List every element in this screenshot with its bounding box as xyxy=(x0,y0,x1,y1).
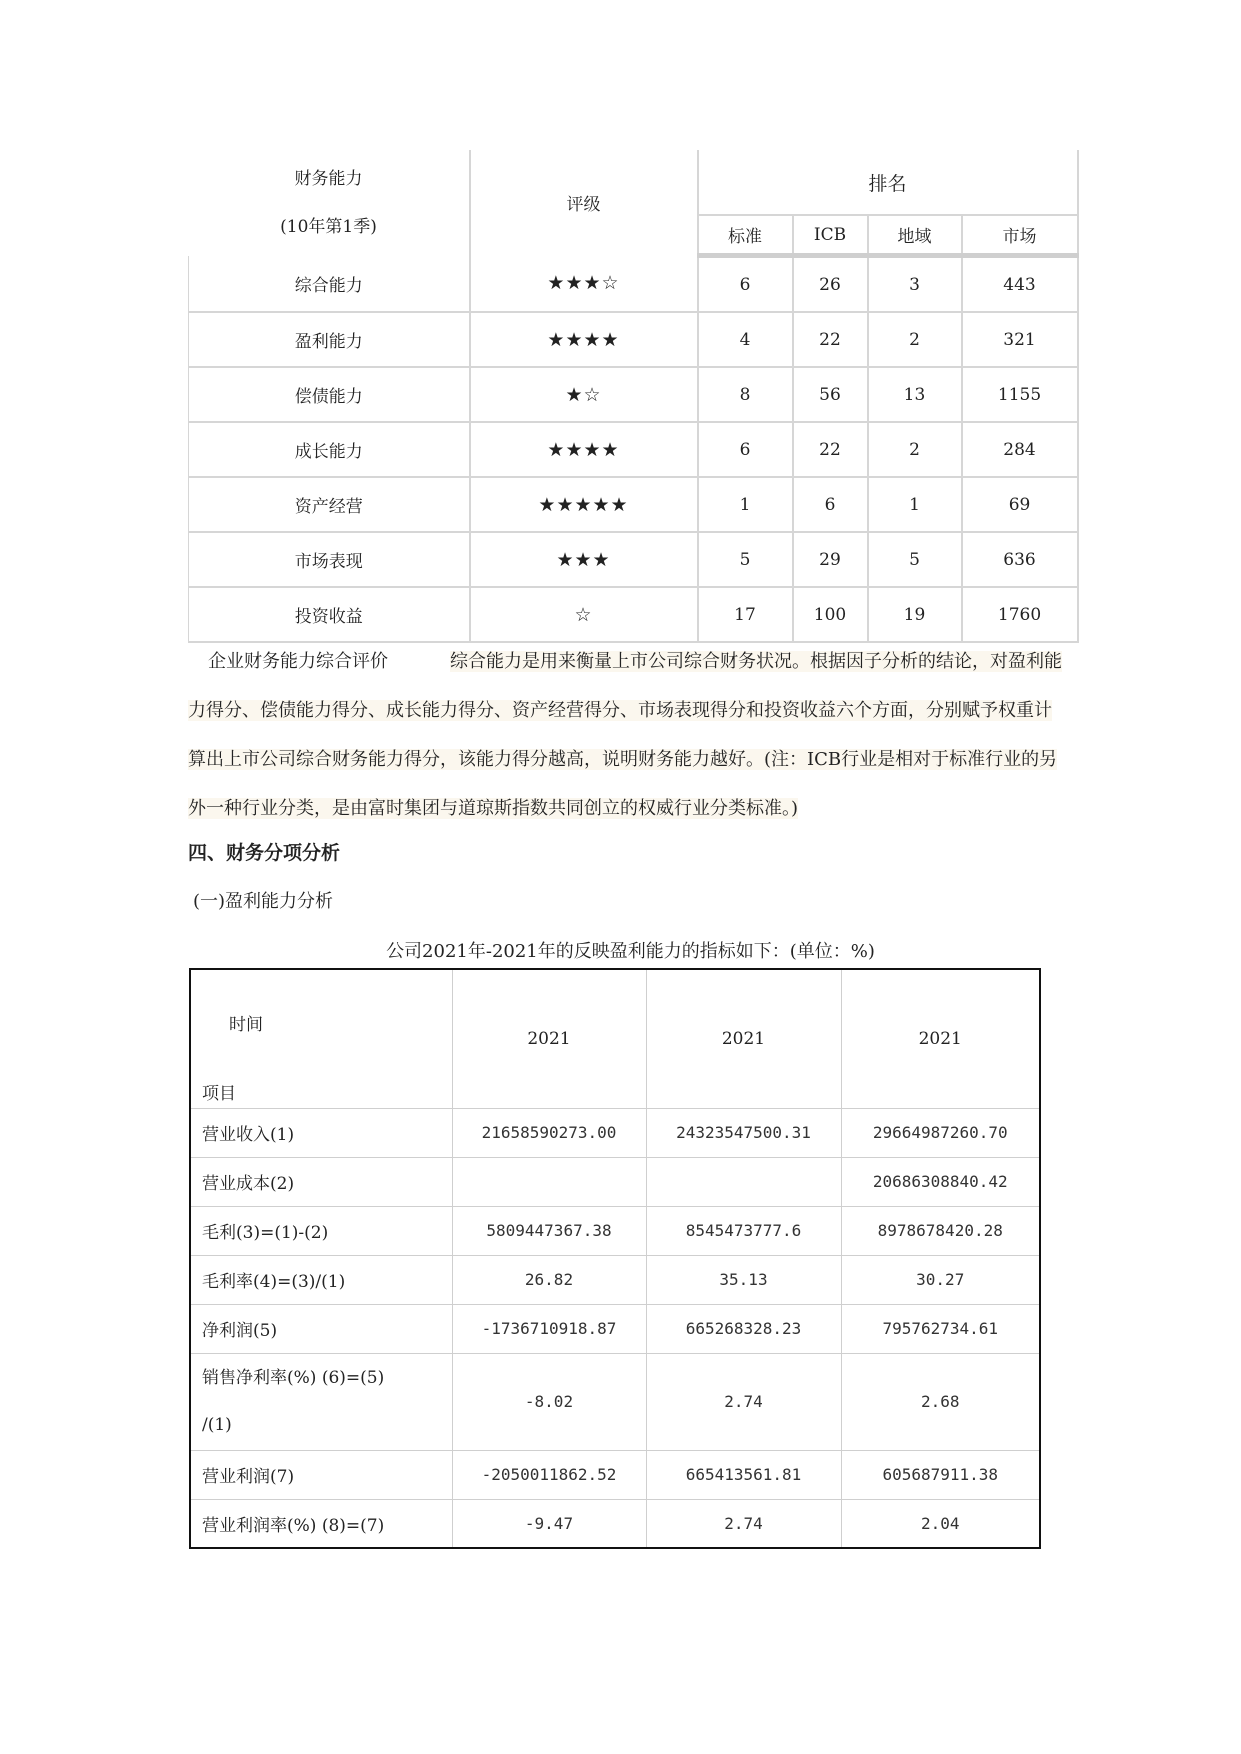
cell-value: 665268328.23 xyxy=(646,1304,841,1353)
cell-value: 2.68 xyxy=(841,1353,1040,1450)
rank-market: 443 xyxy=(962,256,1078,313)
ability-name: 综合能力 xyxy=(189,256,470,313)
rank-icb: 26 xyxy=(793,256,868,313)
row-label: 毛利率(4)=(3)/(1) xyxy=(190,1255,452,1304)
ability-name: 盈利能力 xyxy=(189,312,470,367)
table-row xyxy=(190,1450,1040,1499)
table-row xyxy=(190,1304,1040,1353)
table-row xyxy=(189,587,1078,642)
header-rating: 评级 xyxy=(470,150,698,256)
cell-value xyxy=(452,1157,646,1206)
table-row xyxy=(189,256,1078,313)
rank-icb: 6 xyxy=(793,477,868,532)
section-heading: 四、财务分项分析 xyxy=(188,842,341,864)
table-row xyxy=(190,1255,1040,1304)
rank-market: 1155 xyxy=(962,367,1078,422)
cell-value: 665413561.81 xyxy=(646,1450,841,1499)
header-financial-ability xyxy=(189,150,470,256)
rank-region: 1 xyxy=(868,477,962,532)
cell-value: 20686308840.42 xyxy=(841,1157,1040,1206)
header-item: 项目 xyxy=(202,1084,236,1104)
rank-region: 13 xyxy=(868,367,962,422)
row-label: 毛利(3)=(1)-(2) xyxy=(190,1206,452,1255)
subheader-market: 市场 xyxy=(962,215,1078,256)
star-rating: ★★★ xyxy=(470,532,698,587)
rank-market: 1760 xyxy=(962,587,1078,642)
subsection-heading: (一)盈利能力分析 xyxy=(193,891,334,912)
cell-value: -9.47 xyxy=(452,1499,646,1548)
rank-standard: 17 xyxy=(698,587,793,642)
row-label: 净利润(5) xyxy=(190,1304,452,1353)
rank-region: 2 xyxy=(868,422,962,477)
rank-region: 2 xyxy=(868,312,962,367)
cell-value: 795762734.61 xyxy=(841,1304,1040,1353)
rank-standard: 6 xyxy=(698,422,793,477)
cell-value: 21658590273.00 xyxy=(452,1108,646,1157)
cell-value xyxy=(646,1157,841,1206)
row-label: 营业收入(1) xyxy=(190,1108,452,1157)
table-row xyxy=(189,312,1078,367)
table-row xyxy=(189,477,1078,532)
rank-market: 636 xyxy=(962,532,1078,587)
cell-value: 29664987260.70 xyxy=(841,1108,1040,1157)
ability-name: 偿债能力 xyxy=(189,367,470,422)
table-row xyxy=(189,367,1078,422)
cell-value: 30.27 xyxy=(841,1255,1040,1304)
row-label: 营业利润(7) xyxy=(190,1450,452,1499)
ability-name: 投资收益 xyxy=(189,587,470,642)
cell-value: -1736710918.87 xyxy=(452,1304,646,1353)
header-time-item xyxy=(190,969,452,1108)
header-time: 时间 xyxy=(229,1015,263,1035)
table-header-row xyxy=(190,969,1040,1108)
rank-icb: 22 xyxy=(793,422,868,477)
ability-name: 成长能力 xyxy=(189,422,470,477)
evaluation-paragraph xyxy=(188,637,1068,833)
rank-standard: 8 xyxy=(698,367,793,422)
table-row xyxy=(190,1353,1040,1450)
rank-market: 69 xyxy=(962,477,1078,532)
rank-standard: 4 xyxy=(698,312,793,367)
cell-value: 8978678420.28 xyxy=(841,1206,1040,1255)
star-rating: ☆ xyxy=(470,587,698,642)
star-rating: ★★★★ xyxy=(470,422,698,477)
star-rating: ★☆ xyxy=(470,367,698,422)
paragraph-body: 综合能力是用来衡量上市公司综合财务状况。根据因子分析的结论，对盈利能力得分、偿债能力得分、成长能力得分、资产经营得分、市场表现得分和投资收益六个方面，分别赋予权重计算出上市公司综合财务能力得分，该能力得分越高，说明财务能力越好。(注：ICB行业是相对于标准行业的另外一种行业分类，是由富时集团与道琼斯指数共同创立的权威行业分类标准。) xyxy=(188,651,1062,819)
year-header: 2021 xyxy=(452,969,646,1108)
table-row xyxy=(190,1499,1040,1548)
cell-value: 5809447367.38 xyxy=(452,1206,646,1255)
rank-standard: 1 xyxy=(698,477,793,532)
header-financial-ability-line1: 财务能力 xyxy=(294,168,363,189)
cell-value: 605687911.38 xyxy=(841,1450,1040,1499)
year-header: 2021 xyxy=(841,969,1040,1108)
header-rank: 排名 xyxy=(698,150,1078,215)
subheader-region: 地域 xyxy=(868,215,962,256)
subheader-standard: 标准 xyxy=(698,215,793,256)
table-row xyxy=(190,1108,1040,1157)
rank-region: 19 xyxy=(868,587,962,642)
table-row xyxy=(189,532,1078,587)
rank-market: 284 xyxy=(962,422,1078,477)
ability-name: 市场表现 xyxy=(189,532,470,587)
paragraph-lead: 企业财务能力综合评价 xyxy=(208,651,388,672)
cell-value: 35.13 xyxy=(646,1255,841,1304)
cell-value: 24323547500.31 xyxy=(646,1108,841,1157)
cell-value: 26.82 xyxy=(452,1255,646,1304)
cell-value: 2.04 xyxy=(841,1499,1040,1548)
ability-name: 资产经营 xyxy=(189,477,470,532)
rank-region: 5 xyxy=(868,532,962,587)
rank-icb: 22 xyxy=(793,312,868,367)
cell-value: -8.02 xyxy=(452,1353,646,1450)
row-label-line2: /(1) xyxy=(202,1414,232,1435)
subheader-icb: ICB xyxy=(793,215,868,256)
table-row xyxy=(189,422,1078,477)
rank-market: 321 xyxy=(962,312,1078,367)
cell-value: -2050011862.52 xyxy=(452,1450,646,1499)
row-label: 营业成本(2) xyxy=(190,1157,452,1206)
star-rating: ★★★★ xyxy=(470,312,698,367)
profitability-table xyxy=(189,968,1041,1549)
table-caption: 公司2021年-2021年的反映盈利能力的指标如下：(单位：%) xyxy=(386,941,875,962)
financial-ability-rating-table xyxy=(188,150,1079,643)
star-rating: ★★★★★ xyxy=(470,477,698,532)
rank-standard: 5 xyxy=(698,532,793,587)
star-rating: ★★★☆ xyxy=(470,256,698,313)
cell-value: 2.74 xyxy=(646,1353,841,1450)
rank-standard: 6 xyxy=(698,256,793,313)
table-row xyxy=(190,1206,1040,1255)
header-financial-ability-line2: (10年第1季) xyxy=(280,216,377,237)
row-label: 营业利润率(%) (8)=(7) xyxy=(190,1499,452,1548)
cell-value: 8545473777.6 xyxy=(646,1206,841,1255)
rank-icb: 56 xyxy=(793,367,868,422)
table-row xyxy=(190,1157,1040,1206)
rank-icb: 29 xyxy=(793,532,868,587)
row-label-line1: 销售净利率(%) (6)=(5) xyxy=(202,1367,385,1388)
rank-icb: 100 xyxy=(793,587,868,642)
year-header: 2021 xyxy=(646,969,841,1108)
row-label xyxy=(190,1353,452,1450)
cell-value: 2.74 xyxy=(646,1499,841,1548)
rank-region: 3 xyxy=(868,256,962,313)
